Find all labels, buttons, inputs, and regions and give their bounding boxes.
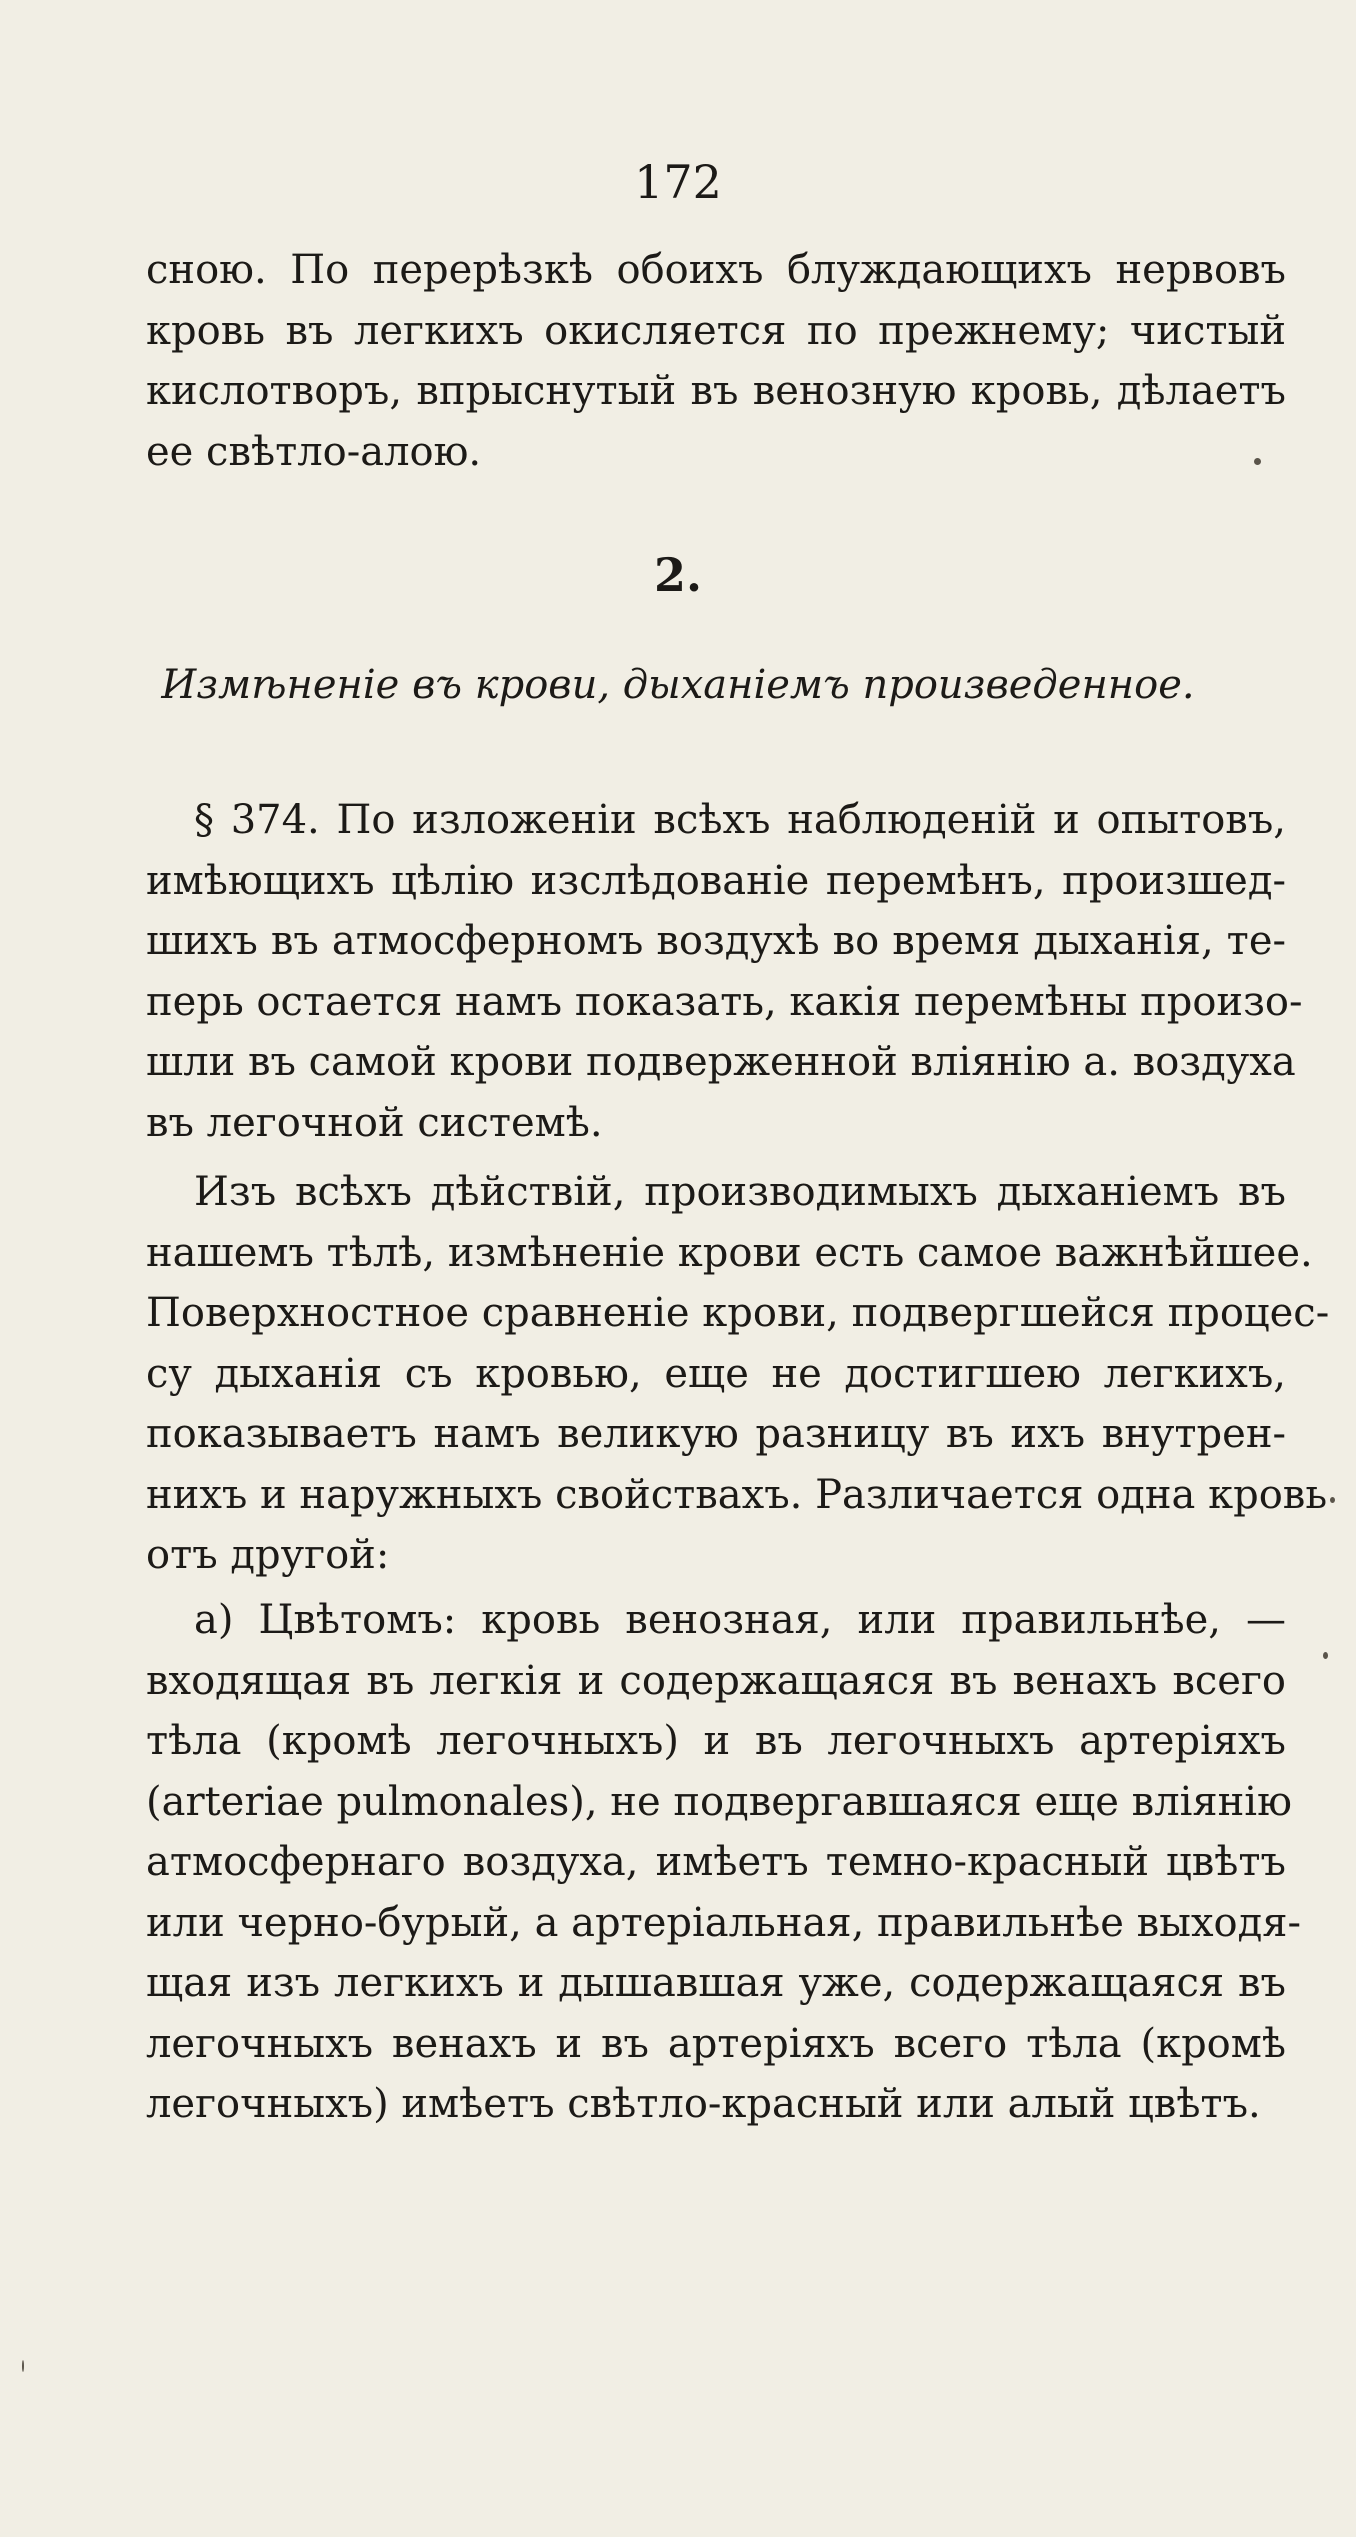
text-line: су дыханія съ кровью, еще не достигшею легкихъ, [146, 1350, 1286, 1397]
paper-speck [22, 2360, 24, 2372]
text-line: отъ другой: [146, 1532, 390, 1578]
text-line: а) Цвѣтомъ: кровь венозная, или правильнѣе, — [194, 1597, 1286, 1643]
text-line: тѣла (кромѣ легочныхъ) и въ легочныхъ артеріяхъ [146, 1718, 1286, 1764]
text-line: атмосфернаго воздуха, имѣетъ темно-красный цвѣтъ [146, 1839, 1286, 1885]
paragraph-respiration-effects [146, 1162, 1330, 1586]
text-line: входящая въ легкія и содержащаяся въ венахъ всего [146, 1657, 1286, 1704]
paper-speck [1323, 1652, 1328, 1659]
paragraph-color [146, 1590, 1302, 2135]
text-line: сною. По перерѣзкѣ обоихъ блуждающихъ нервовъ [146, 247, 1286, 293]
text-line: нашемъ тѣлѣ, измѣненіе крови есть самое важнѣйшее. [146, 1229, 1313, 1276]
intro-paragraph [146, 240, 1286, 482]
section-number: 2. [653, 548, 703, 602]
text-line: легочныхъ венахъ и въ артеріяхъ всего тѣла (кромѣ [146, 2020, 1286, 2067]
text-line: въ легочной системѣ. [146, 1099, 603, 1146]
text-line: нихъ и наружныхъ свойствахъ. Различается одна кровь [146, 1471, 1328, 1518]
section-heading: Измѣненіе въ крови, дыханіемъ произведенное. [161, 662, 1195, 708]
text-line: Поверхностное сравненіе крови, подвергшейся процес- [146, 1290, 1330, 1336]
text-line: имѣющихъ цѣлію изслѣдованіе перемѣнъ, произшед- [146, 857, 1286, 904]
text-line: кислотворъ, впрыснутый въ венозную кровь, дѣлаетъ [146, 368, 1286, 414]
text-line: показываетъ намъ великую разницу въ ихъ внутрен- [146, 1411, 1286, 1457]
text-line: перь остается намъ показать, какія перемѣны произо- [146, 978, 1303, 1025]
text-line: Изъ всѣхъ дѣйствій, производимыхъ дыханіемъ въ [194, 1169, 1286, 1215]
text-line: шли въ самой крови подверженной вліянію а. воздуха [146, 1039, 1296, 1085]
text-line: шихъ въ атмосферномъ воздухѣ во время дыханія, те- [146, 918, 1286, 964]
paper-speck [1254, 458, 1261, 465]
paper-speck [1330, 1497, 1335, 1503]
text-line: (arteriae pulmonales), не подвергавшаяся еще вліянію [146, 1778, 1292, 1825]
text-line: или черно-бурый, а артеріальная, правильнѣе выходя- [146, 1899, 1302, 1946]
text-line: § 374. По изложеніи всѣхъ наблюденій и опытовъ, [194, 797, 1286, 843]
text-line: щая изъ легкихъ и дышавшая уже, содержащаяся въ [146, 1960, 1286, 2006]
text-line: легочныхъ) имѣетъ свѣтло-красный или алый цвѣтъ. [146, 2081, 1261, 2127]
text-line: кровь въ легкихъ окисляется по прежнему; чистый [146, 307, 1286, 354]
text-line: ее свѣтло-алою. [146, 428, 482, 475]
page-number: 172 [634, 155, 722, 209]
paragraph-374 [146, 790, 1303, 1153]
